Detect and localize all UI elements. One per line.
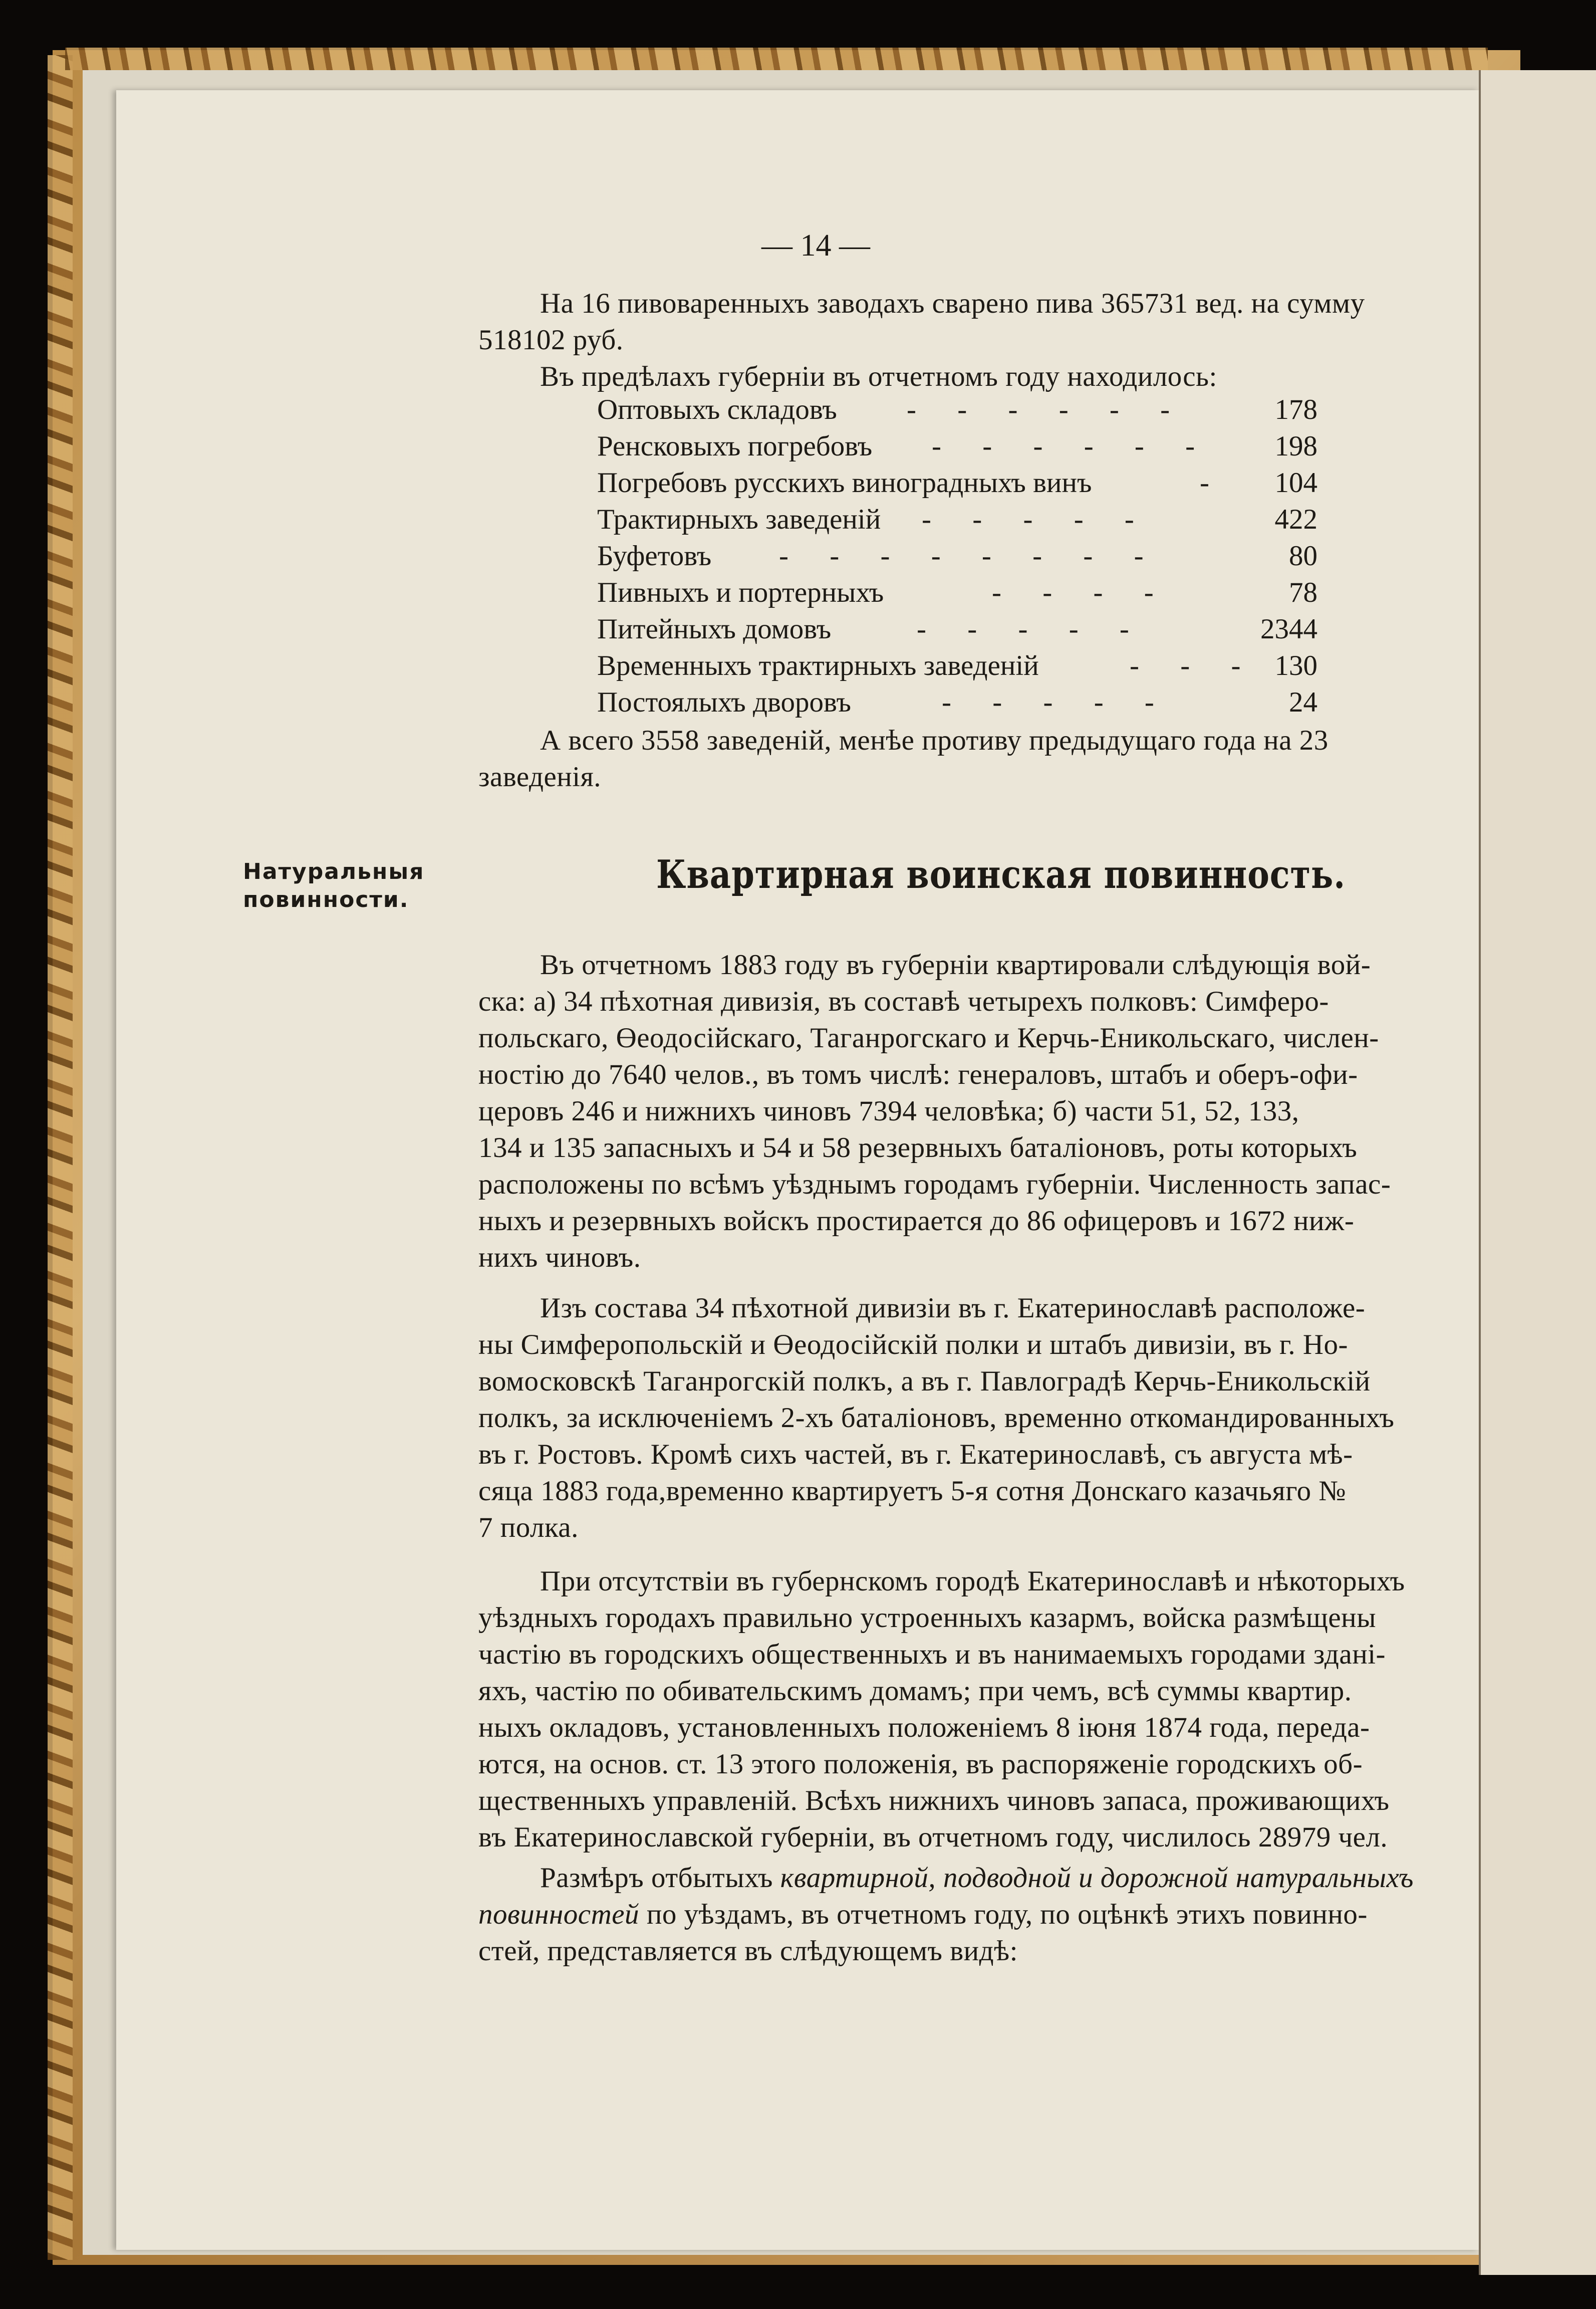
text-line: яхъ, частію по обивательскимъ домамъ; при чемъ, всѣ суммы квартир. — [478, 1675, 1352, 1707]
margin-note-line: Натуральныя — [243, 859, 425, 884]
text-line: Изъ состава 34 пѣхотной дивизіи въ г. Екатеринославѣ расположе- — [540, 1292, 1366, 1324]
text-line: ныхъ окладовъ, установленныхъ положеніемъ 8 іюня 1874 года, переда- — [478, 1712, 1370, 1743]
text-line: ны Симферопольскій и Өеодосійскій полки и штабъ дивизіи, въ г. Но- — [478, 1329, 1348, 1360]
italic-term: подводной и дорожной натуральныхъ — [943, 1862, 1414, 1894]
item-leader: - - - - - — [942, 686, 1171, 718]
item-leader: - - - - - - - - — [779, 540, 1161, 572]
text-line — [478, 1897, 1368, 1933]
intro-line: На 16 пивоваренныхъ заводахъ сварено пива 365731 вед. на сумму — [540, 288, 1365, 319]
text-line: ностію до 7640 челов., въ томъ числѣ: генераловъ, штабъ и оберъ-офи- — [478, 1059, 1358, 1090]
facing-page-edge — [1479, 70, 1596, 2275]
text-line: ска: а) 34 пѣхотная дивизія, въ составѣ четырехъ полковъ: Симферо- — [478, 986, 1329, 1017]
item-label: Ренсковыхъ погребовъ — [597, 430, 873, 462]
text-line: стей, представляется въ слѣдующемъ видѣ: — [478, 1935, 1018, 1967]
item-value: 198 — [1274, 430, 1317, 462]
item-value: 422 — [1274, 504, 1317, 535]
item-label: Трактирныхъ заведеній — [597, 504, 881, 535]
text-line: При отсутствіи въ губернскомъ городѣ Екатеринославѣ и нѣкоторыхъ — [540, 1565, 1405, 1597]
item-value: 104 — [1274, 467, 1317, 499]
text-line: ныхъ и резервныхъ войскъ простирается до 86 офицеровъ и 1672 ниж- — [478, 1205, 1355, 1237]
margin-note — [243, 858, 424, 914]
text-line: щественныхъ управленій. Всѣхъ нижнихъ чиновъ запаса, проживающихъ — [478, 1785, 1390, 1816]
text-run: по уѣздамъ, въ отчетномъ году, по оцѣнкѣ этихъ повинно- — [646, 1899, 1368, 1930]
item-leader: - - - - — [992, 577, 1171, 608]
text-line: уѣздныхъ городахъ правильно устроенныхъ казармъ, войска размѣщены — [478, 1602, 1376, 1634]
page-number: — 14 — — [761, 228, 870, 263]
item-label: Буфетовъ — [597, 540, 712, 572]
item-value: 80 — [1289, 540, 1317, 572]
text-line: 134 и 135 запасныхъ и 54 и 58 резервныхъ баталіоновъ, роты которыхъ — [478, 1132, 1358, 1164]
intro-line: 518102 руб. — [478, 324, 624, 356]
total-line: А всего 3558 заведеній, менѣе противу предыдущаго года на 23 — [540, 725, 1328, 756]
item-label: Питейныхъ домовъ — [597, 613, 832, 645]
text-line: церовъ 246 и нижнихъ чиновъ 7394 человѣка; б) части 51, 52, 133, — [478, 1095, 1299, 1127]
text-line: полкъ, за исключеніемъ 2-хъ баталіоновъ, временно откомандированныхъ — [478, 1402, 1395, 1434]
text-line: Въ отчетномъ 1883 году въ губерніи квартировали слѣдующія вой- — [540, 949, 1371, 981]
text-line: ются, на основ. ст. 13 этого положенія, въ распоряженіе городскихъ об- — [478, 1748, 1363, 1780]
item-label: Погребовъ русскихъ виноградныхъ винъ — [597, 467, 1092, 499]
item-value: 2344 — [1260, 613, 1317, 645]
text-line: сяца 1883 года,временно квартируетъ 5-я сотня Донскаго казачьяго № — [478, 1475, 1347, 1507]
text-line — [540, 1860, 1414, 1896]
item-leader: - — [1200, 467, 1226, 499]
item-value: 24 — [1289, 686, 1317, 718]
text-line: въ Екатеринославской губерніи, въ отчетномъ году, числилось 28979 чел. — [478, 1821, 1388, 1853]
total-line: заведенія. — [478, 761, 602, 793]
text-line: польскаго, Өеодосійскаго, Таганрогскаго и Керчь-Еникольскаго, числен- — [478, 1022, 1379, 1054]
text-line: вомосковскѣ Таганрогскій полкъ, а въ г. Павлоградѣ Керчь-Еникольскій — [478, 1365, 1371, 1397]
margin-note-line: повинности. — [243, 887, 409, 912]
item-leader: - - - - - — [917, 613, 1146, 645]
document-page — [116, 90, 1479, 2250]
item-label: Постоялыхъ дворовъ — [597, 686, 851, 718]
item-value: 130 — [1274, 650, 1317, 681]
intro-line: Въ предѣлахъ губерніи въ отчетномъ году находилось: — [540, 361, 1217, 392]
section-heading: Квартирная воинская повинность. — [656, 852, 1346, 897]
text-line: расположены по всѣмъ уѣзднымъ городамъ губерніи. Численность запас- — [478, 1169, 1391, 1200]
text-run: Размѣръ отбытыхъ — [540, 1862, 773, 1894]
item-label: Пивныхъ и портерныхъ — [597, 577, 884, 608]
item-leader: - - - - - — [922, 504, 1151, 535]
text-line: 7 полка. — [478, 1512, 579, 1543]
item-leader: - - - - - - — [932, 430, 1212, 462]
item-leader: - - - — [1130, 650, 1258, 681]
text-line: въ г. Ростовъ. Кромѣ сихъ частей, въ г. Екатеринославѣ, съ августа мѣ- — [478, 1439, 1353, 1470]
text-line: нихъ чиновъ. — [478, 1242, 641, 1273]
item-label: Оптовыхъ складовъ — [597, 394, 837, 425]
item-leader: - - - - - - — [907, 394, 1187, 425]
item-label: Временныхъ трактирныхъ заведеній — [597, 650, 1039, 681]
item-value: 78 — [1289, 577, 1317, 608]
italic-term: повинностей — [478, 1899, 640, 1930]
item-value: 178 — [1274, 394, 1317, 425]
italic-term: квартирной, — [780, 1862, 936, 1894]
text-line: частію въ городскихъ общественныхъ и въ нанимаемыхъ городами здані- — [478, 1639, 1386, 1670]
